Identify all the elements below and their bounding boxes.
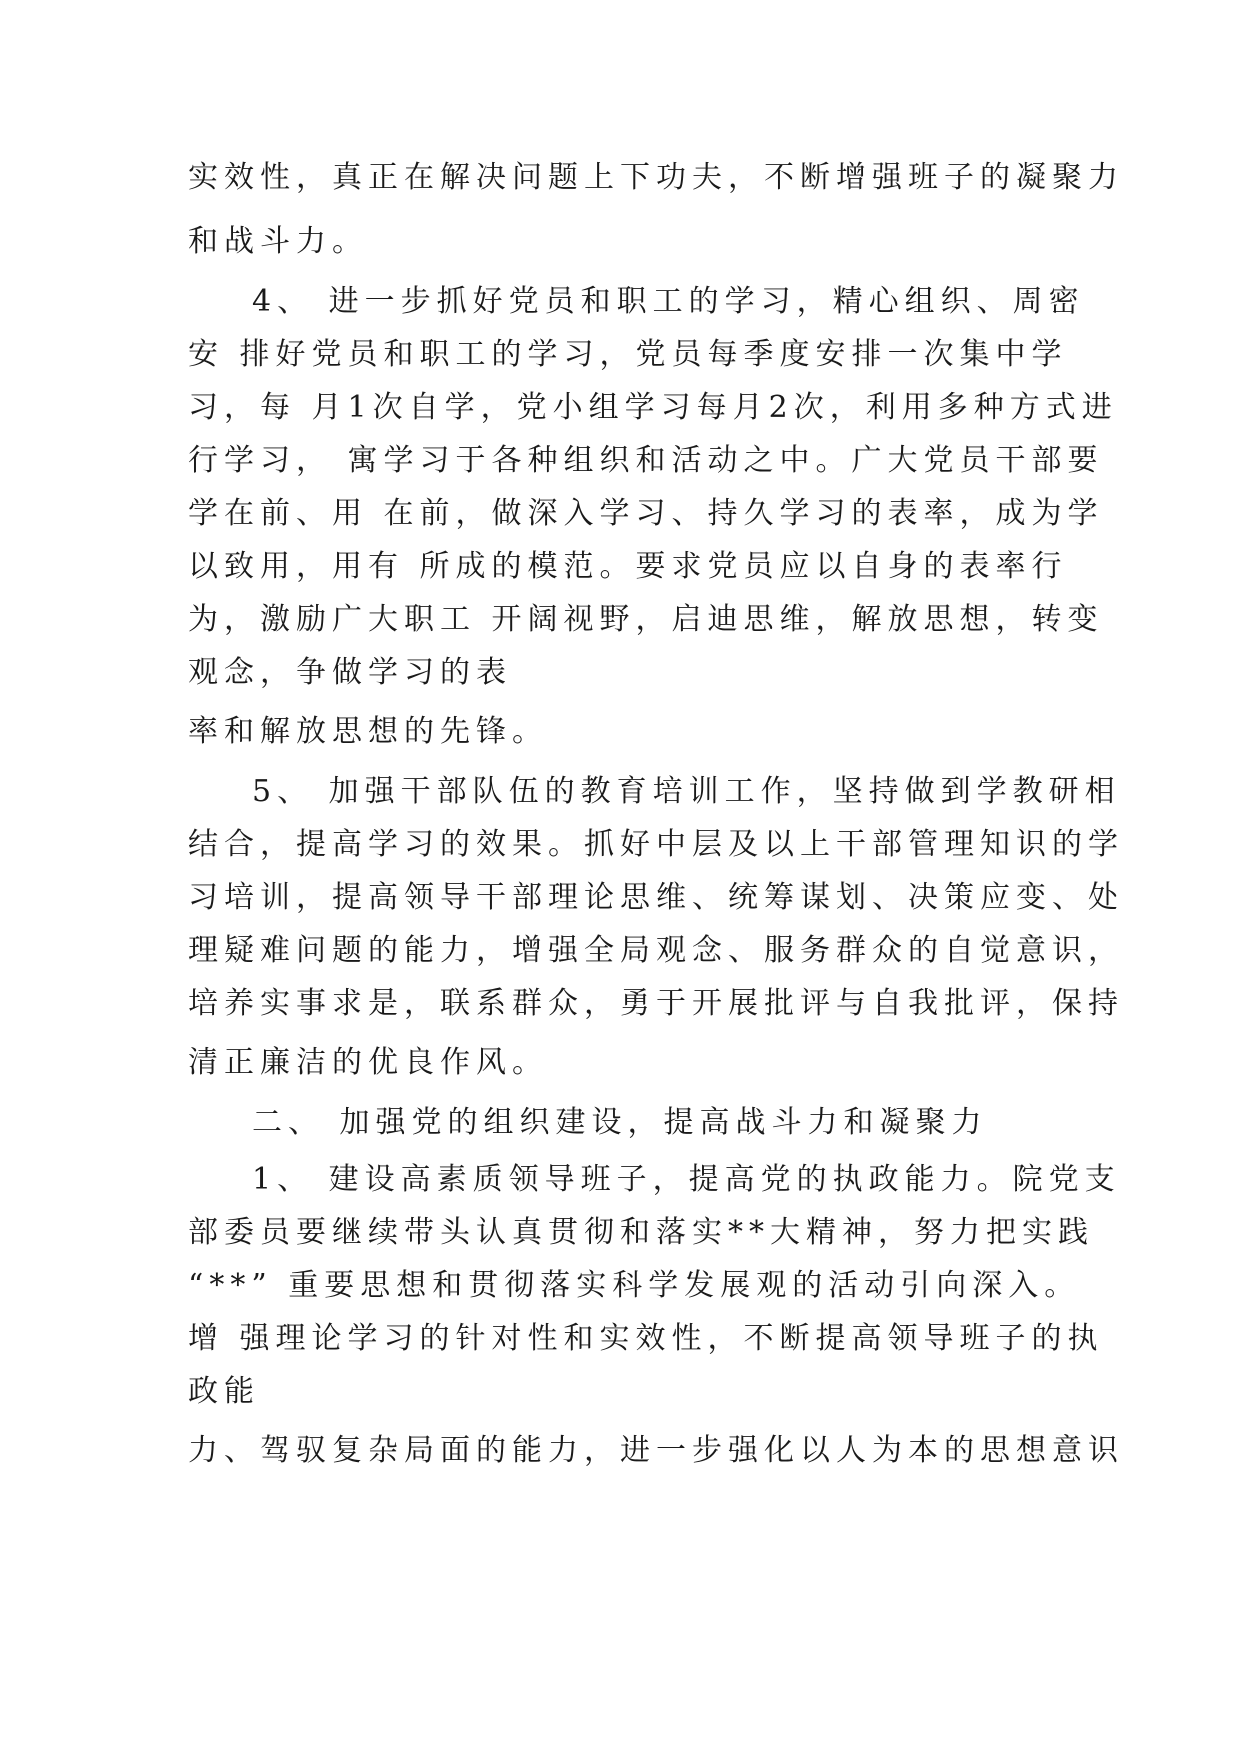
text-line: 实效性，真正在解决问题上下功夫，不断增强班子的凝聚力 — [188, 160, 1124, 195]
paragraph-start-line: 5、 加强干部队伍的教育培训工作，坚持做到学教研相 — [252, 774, 1121, 809]
text-line: 政能 — [188, 1374, 260, 1409]
text-line: 理疑难问题的能力，增强全局观念、服务群众的自觉意识， — [188, 933, 1124, 968]
text-line: 习，每 月1次自学，党小组学习每月2次，利用多种方式进 — [188, 390, 1118, 425]
text-line: 培养实事求是，联系群众，勇于开展批评与自我批评，保持 — [188, 986, 1124, 1021]
text-line: 部委员要继续带头认真贯彻和落实**大精神，努力把实践 — [188, 1215, 1094, 1250]
text-line: 行学习， 寓学习于各种组织和活动之中。广大党员干部要 — [188, 443, 1104, 478]
text-line: 观念，争做学习的表 — [188, 655, 512, 690]
text-line: 结合，提高学习的效果。抓好中层及以上干部管理知识的学 — [188, 827, 1124, 862]
section-heading: 二、 加强党的组织建设，提高战斗力和凝聚力 — [252, 1105, 988, 1140]
text-line: “**” 重要思想和贯彻落实科学发展观的活动引向深入。 — [188, 1268, 1081, 1303]
paragraph-start-line: 1、 建设高素质领导班子，提高党的执政能力。院党支 — [252, 1162, 1121, 1197]
text-line: 和战斗力。 — [188, 224, 368, 259]
text-line: 学在前、用 在前，做深入学习、持久学习的表率，成为学 — [188, 496, 1104, 531]
paragraph-start-line: 4、 进一步抓好党员和职工的学习，精心组织、周密 — [252, 284, 1085, 319]
text-line: 率和解放思想的先锋。 — [188, 714, 548, 749]
text-line: 力、驾驭复杂局面的能力，进一步强化以人为本的思想意识 — [188, 1433, 1124, 1468]
text-line: 增 强理论学习的针对性和实效性，不断提高领导班子的执 — [188, 1321, 1104, 1356]
text-line: 习培训，提高领导干部理论思维、统筹谋划、决策应变、处 — [188, 880, 1124, 915]
text-line: 为，激励广大职工 开阔视野，启迪思维，解放思想，转变 — [188, 602, 1104, 637]
text-line: 以致用，用有 所成的模范。要求党员应以自身的表率行 — [188, 549, 1068, 584]
text-line: 安 排好党员和职工的学习，党员每季度安排一次集中学 — [188, 337, 1068, 372]
text-line: 清正廉洁的优良作风。 — [188, 1045, 548, 1080]
